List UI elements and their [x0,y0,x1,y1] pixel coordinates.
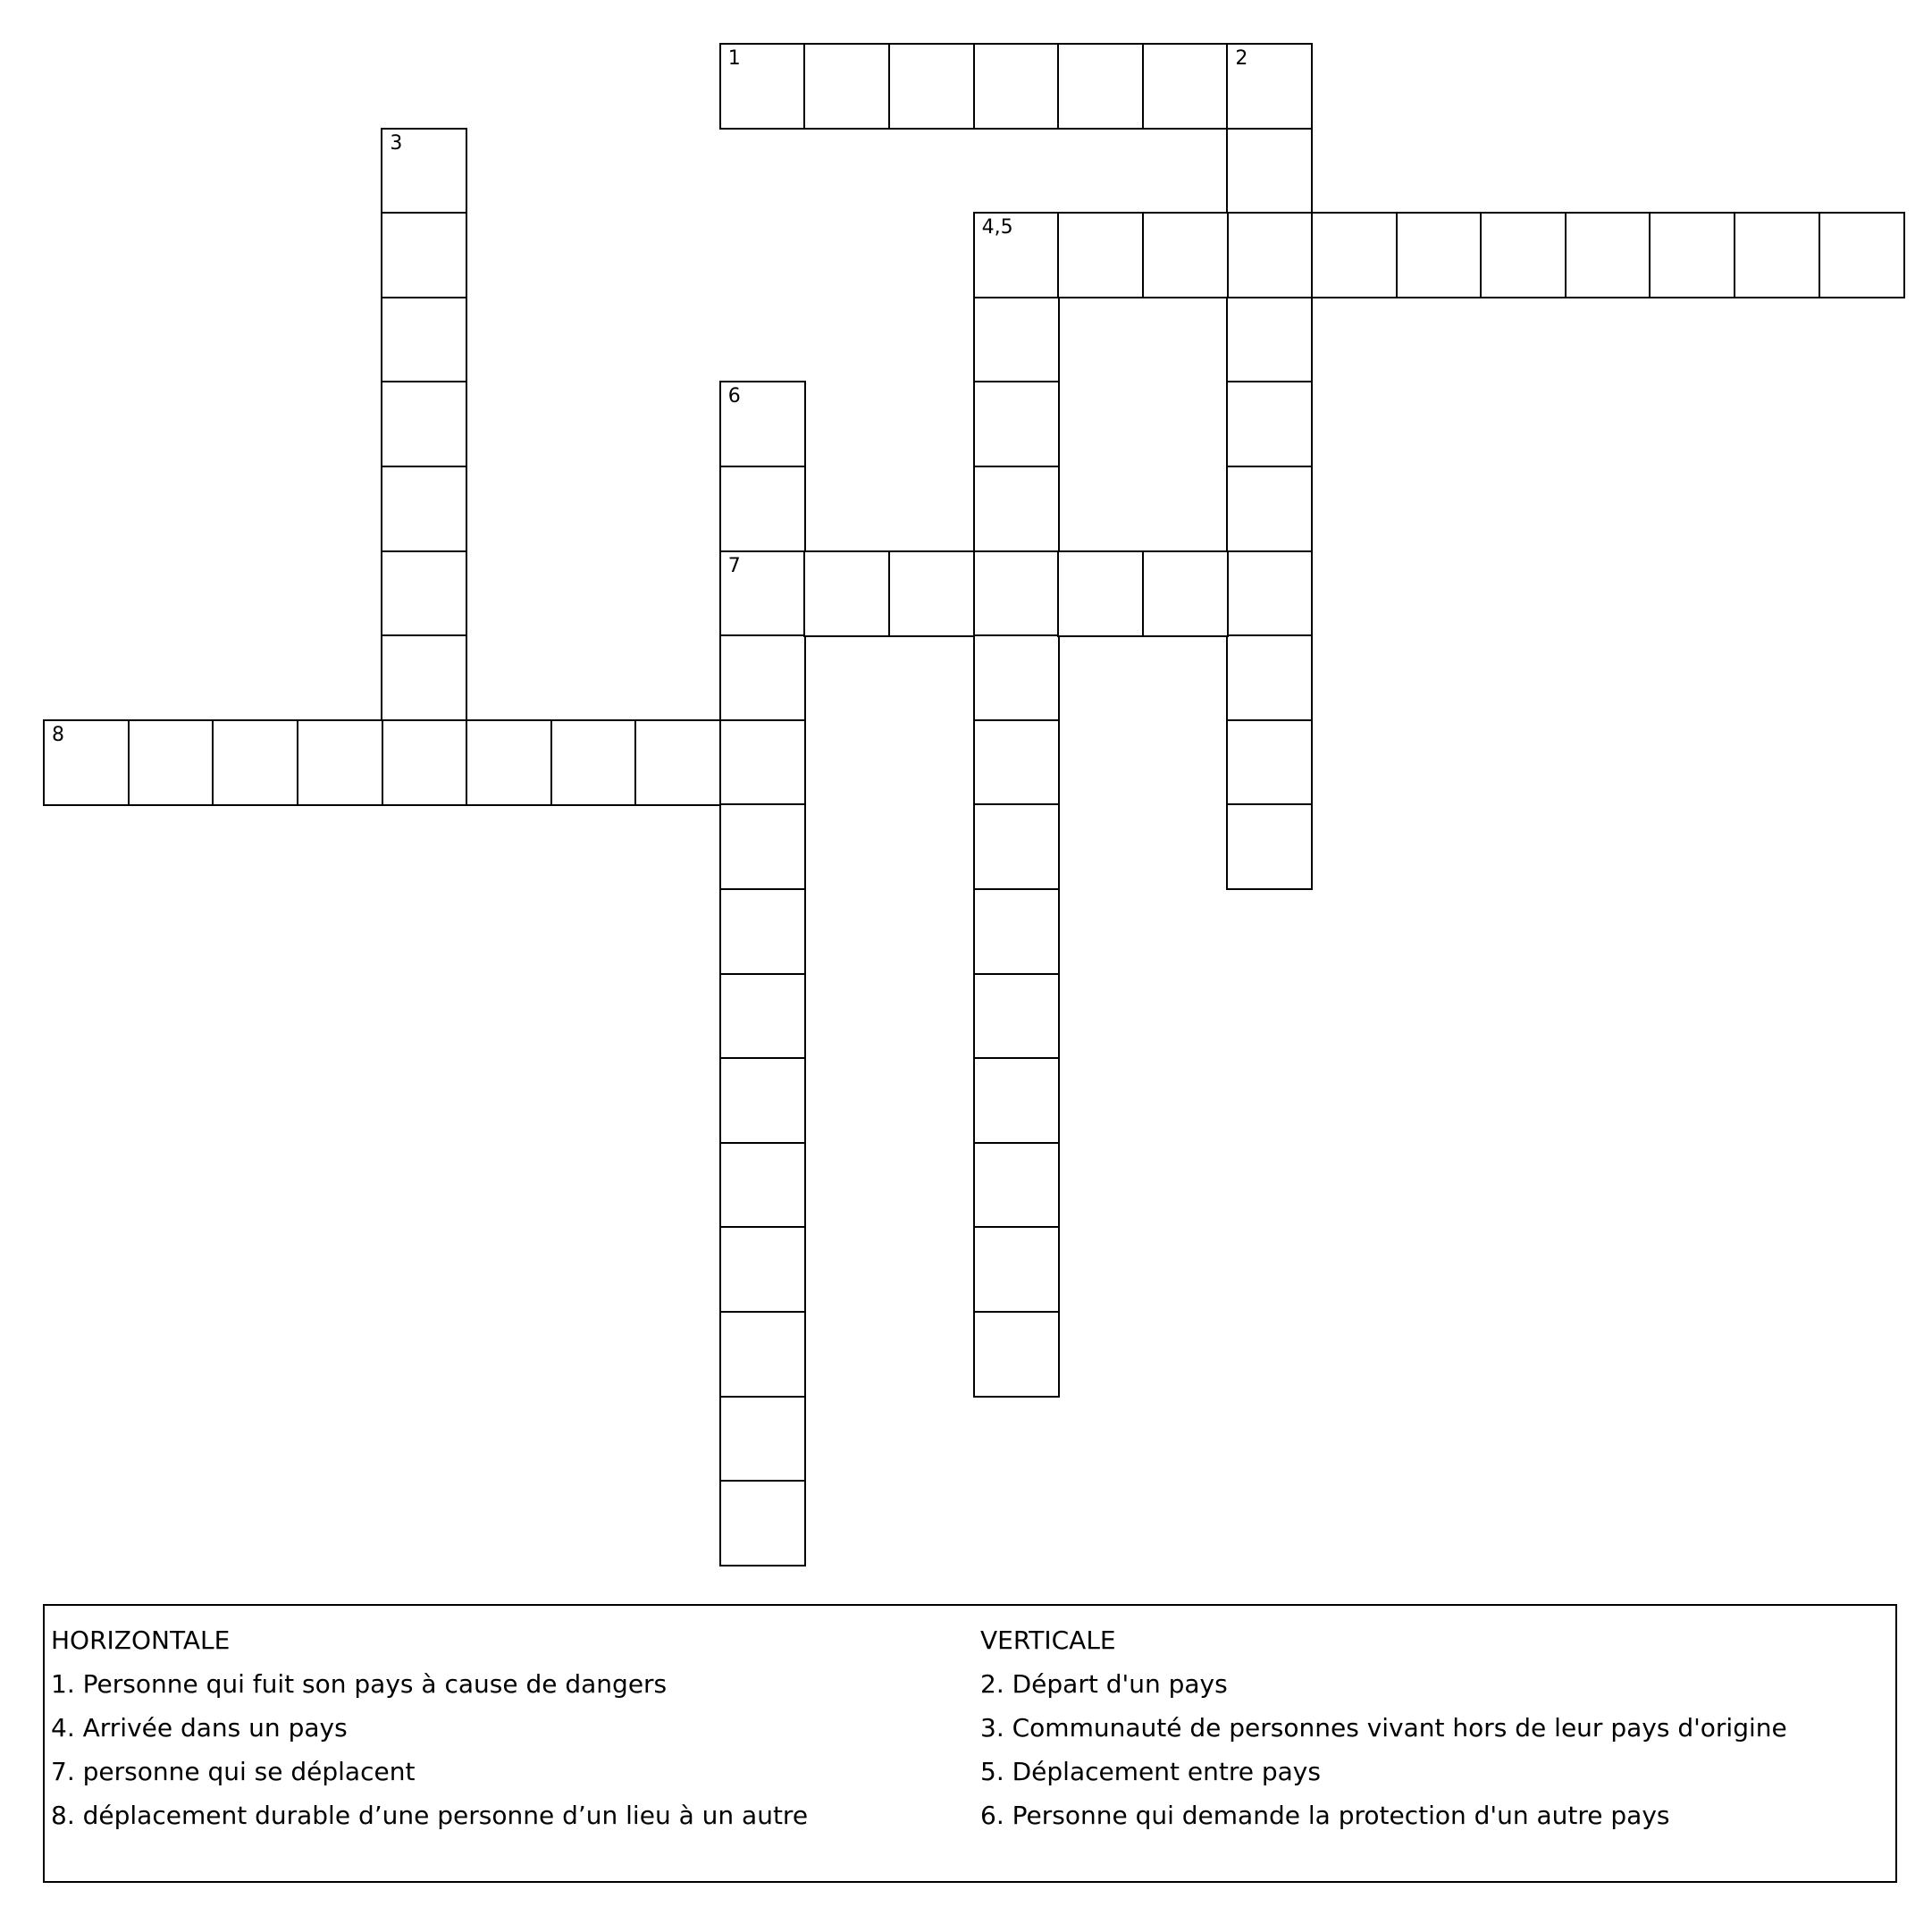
clue-number: 4,5 [981,216,1013,239]
grid-cell[interactable] [719,1226,806,1313]
clue-horizontal-7: 7. personne qui se déplacent [51,1757,416,1786]
grid-cell[interactable] [1226,550,1313,637]
grid-cell[interactable] [1226,466,1313,552]
grid-cell[interactable] [381,550,467,637]
grid-cell[interactable] [973,1057,1060,1144]
grid-cell[interactable] [381,128,467,214]
grid-cell[interactable] [719,1057,806,1144]
grid-cell[interactable] [719,1142,806,1229]
grid-cell[interactable] [973,466,1060,552]
grid-cell[interactable] [297,719,383,806]
grid-cell[interactable] [1226,803,1313,890]
grid-cell[interactable] [381,297,467,383]
grid-cell[interactable] [1226,381,1313,467]
grid-cell[interactable] [973,973,1060,1060]
grid-cell[interactable] [719,719,806,806]
grid-cell[interactable] [1480,212,1567,298]
clue-vertical-2: 2. Départ d'un pays [980,1669,1228,1699]
grid-cell[interactable] [1649,212,1735,298]
grid-cell[interactable] [1057,43,1144,130]
grid-cell[interactable] [719,43,806,130]
grid-cell[interactable] [719,466,806,552]
grid-cell[interactable] [1226,43,1313,130]
grid-cell[interactable] [973,888,1060,975]
grid-cell[interactable] [1142,212,1229,298]
clue-number: 8 [52,723,64,746]
grid-cell[interactable] [803,43,890,130]
clue-horizontal-8: 8. déplacement durable d’une personne d’un lieu à un autre [51,1801,809,1830]
grid-cell[interactable] [381,381,467,467]
grid-cell[interactable] [973,212,1060,298]
clues-box [43,1604,1897,1883]
grid-cell[interactable] [803,550,890,637]
grid-cell[interactable] [1819,212,1905,298]
grid-cell[interactable] [634,719,721,806]
grid-cell[interactable] [1142,550,1229,637]
clue-number: 7 [727,554,741,577]
clue-vertical-6: 6. Personne qui demande la protection d'un autre pays [980,1801,1670,1830]
clues-horizontal-heading: HORIZONTALE [51,1625,231,1655]
grid-cell[interactable] [973,1142,1060,1229]
clue-number: 3 [390,131,403,155]
clues-vertical-heading: VERTICALE [980,1625,1116,1655]
grid-cell[interactable] [973,1311,1060,1398]
grid-cell[interactable] [973,634,1060,721]
grid-cell[interactable] [381,212,467,298]
clue-number: 6 [727,385,741,408]
grid-cell[interactable] [128,719,214,806]
grid-cell[interactable] [973,803,1060,890]
grid-cell[interactable] [381,466,467,552]
grid-cell[interactable] [719,634,806,721]
grid-cell[interactable] [719,888,806,975]
clue-horizontal-4: 4. Arrivée dans un pays [51,1713,348,1743]
grid-cell[interactable] [1226,634,1313,721]
grid-cell[interactable] [888,43,975,130]
grid-cell[interactable] [888,550,975,637]
clue-vertical-5: 5. Déplacement entre pays [980,1757,1321,1786]
grid-cell[interactable] [1057,550,1144,637]
grid-cell[interactable] [973,297,1060,383]
grid-cell[interactable] [1396,212,1483,298]
grid-cell[interactable] [1311,212,1398,298]
clue-vertical-3: 3. Communauté de personnes vivant hors de leur pays d'origine [980,1713,1787,1743]
grid-cell[interactable] [973,43,1060,130]
grid-cell[interactable] [1226,212,1313,298]
grid-cell[interactable] [212,719,298,806]
clues-vertical [980,1618,1787,1837]
grid-cell[interactable] [1226,719,1313,806]
clue-number: 1 [727,47,741,70]
grid-cell[interactable] [973,719,1060,806]
grid-cell[interactable] [1057,212,1144,298]
grid-cell[interactable] [381,719,467,806]
grid-cell[interactable] [1226,128,1313,214]
grid-cell[interactable] [550,719,637,806]
grid-cell[interactable] [1226,297,1313,383]
grid-cell[interactable] [719,1396,806,1482]
grid-cell[interactable] [719,803,806,890]
grid-cell[interactable] [1734,212,1820,298]
grid-cell[interactable] [43,719,130,806]
clue-horizontal-1: 1. Personne qui fuit son pays à cause de dangers [51,1669,668,1699]
clues-horizontal [51,1618,808,1837]
grid-cell[interactable] [466,719,552,806]
grid-cell[interactable] [1142,43,1229,130]
grid-cell[interactable] [719,550,806,637]
grid-cell[interactable] [719,1311,806,1398]
grid-cell[interactable] [973,550,1060,637]
grid-cell[interactable] [719,1480,806,1566]
grid-cell[interactable] [719,381,806,467]
grid-cell[interactable] [1565,212,1651,298]
grid-cell[interactable] [973,381,1060,467]
grid-cell[interactable] [719,973,806,1060]
grid-cell[interactable] [973,1226,1060,1313]
grid-cell[interactable] [381,634,467,721]
clue-number: 2 [1235,47,1248,70]
